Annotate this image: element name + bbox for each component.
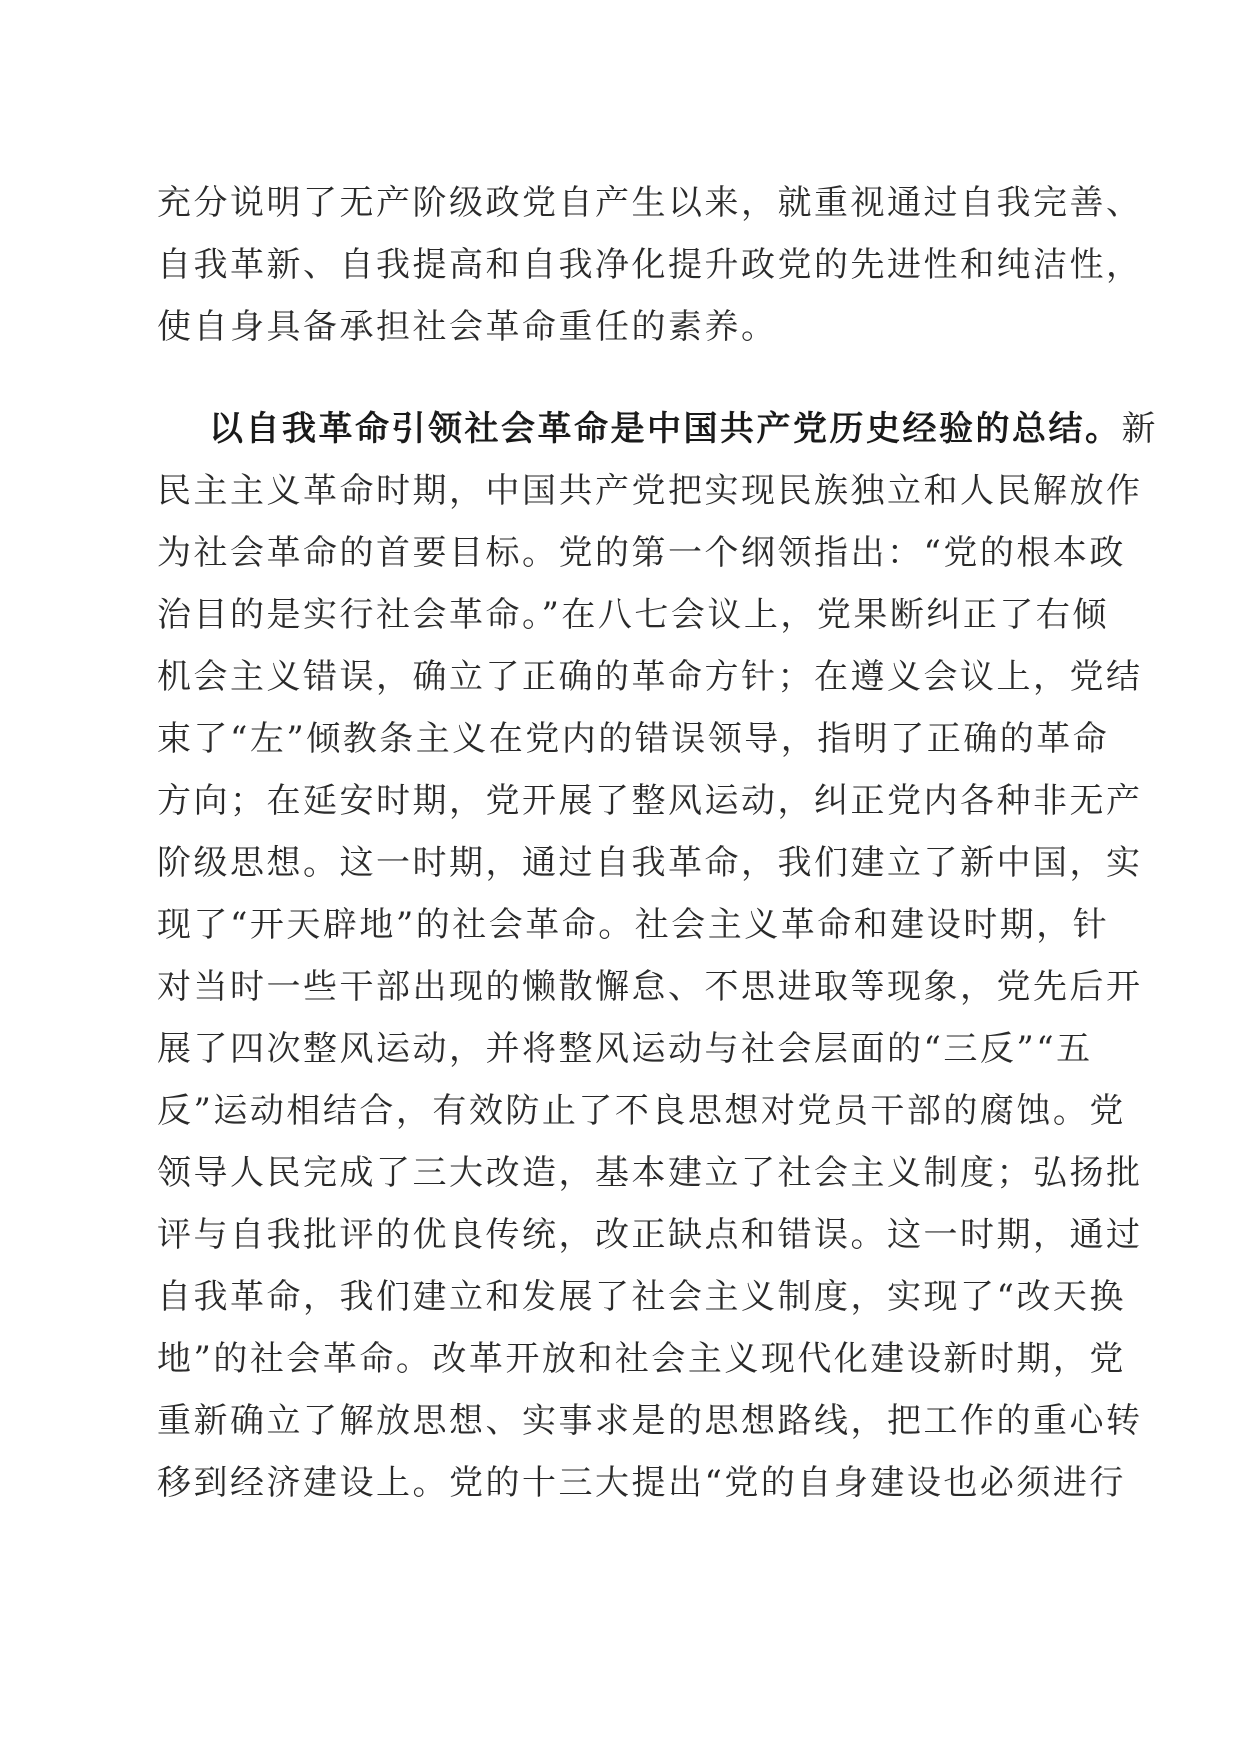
paragraph-1 [157, 172, 1143, 358]
paragraph-line: 治目的是实行社会革命。”在八七会议上，党果断纠正了右倾 [157, 595, 1109, 635]
paragraph-heading: 以自我革命引领社会革命是中国共产党历史经验的总结。 [209, 409, 1122, 449]
paragraph-line: 展了四次整风运动，并将整风运动与社会层面的“三反”“五 [157, 1029, 1093, 1069]
paragraph-line: 自我革命，我们建立和发展了社会主义制度，实现了“改天换 [157, 1277, 1126, 1317]
paragraph-line: 现了“开天辟地”的社会革命。社会主义革命和建设时期，针 [157, 905, 1110, 945]
paragraph-line: 充分说明了无产阶级政党自产生以来，就重视通过自我完善、 [157, 183, 1143, 223]
paragraph-line: 自我革新、自我提高和自我净化提升政党的先进性和纯洁性， [157, 245, 1143, 285]
paragraph-line: 反”运动相结合，有效防止了不良思想对党员干部的腐蚀。党 [157, 1091, 1126, 1131]
paragraph-line: 地”的社会革命。改革开放和社会主义现代化建设新时期，党 [157, 1339, 1126, 1379]
paragraph-line: 方向；在延安时期，党开展了整风运动，纠正党内各种非无产 [157, 781, 1143, 821]
paragraph-line: 机会主义错误，确立了正确的革命方针；在遵义会议上，党结 [157, 657, 1143, 697]
paragraph-first-line-tail: 新 [1121, 409, 1158, 449]
paragraph-line: 领导人民完成了三大改造，基本建立了社会主义制度；弘扬批 [157, 1153, 1143, 1193]
paragraph-line: 阶级思想。这一时期，通过自我革命，我们建立了新中国，实 [157, 843, 1143, 883]
paragraph-line: 使自身具备承担社会革命重任的素养。 [157, 307, 778, 347]
paragraph-line: 对当时一些干部出现的懒散懈怠、不思进取等现象，党先后开 [157, 967, 1143, 1007]
paragraph-line: 移到经济建设上。党的十三大提出“党的自身建设也必须进行 [157, 1463, 1126, 1503]
paragraph-line: 重新确立了解放思想、实事求是的思想路线，把工作的重心转 [157, 1401, 1143, 1441]
paragraph-line: 束了“左”倾教条主义在党内的错误领导，指明了正确的革命 [157, 719, 1110, 759]
paragraph-line: 民主主义革命时期，中国共产党把实现民族独立和人民解放作 [157, 471, 1143, 511]
paragraph-line: 为社会革命的首要目标。党的第一个纲领指出：“党的根本政 [157, 533, 1126, 573]
paragraph-first-line [157, 398, 1158, 460]
paragraph-line: 评与自我批评的优良传统，改正缺点和错误。这一时期，通过 [157, 1215, 1143, 1255]
paragraph-2 [157, 398, 1158, 1514]
